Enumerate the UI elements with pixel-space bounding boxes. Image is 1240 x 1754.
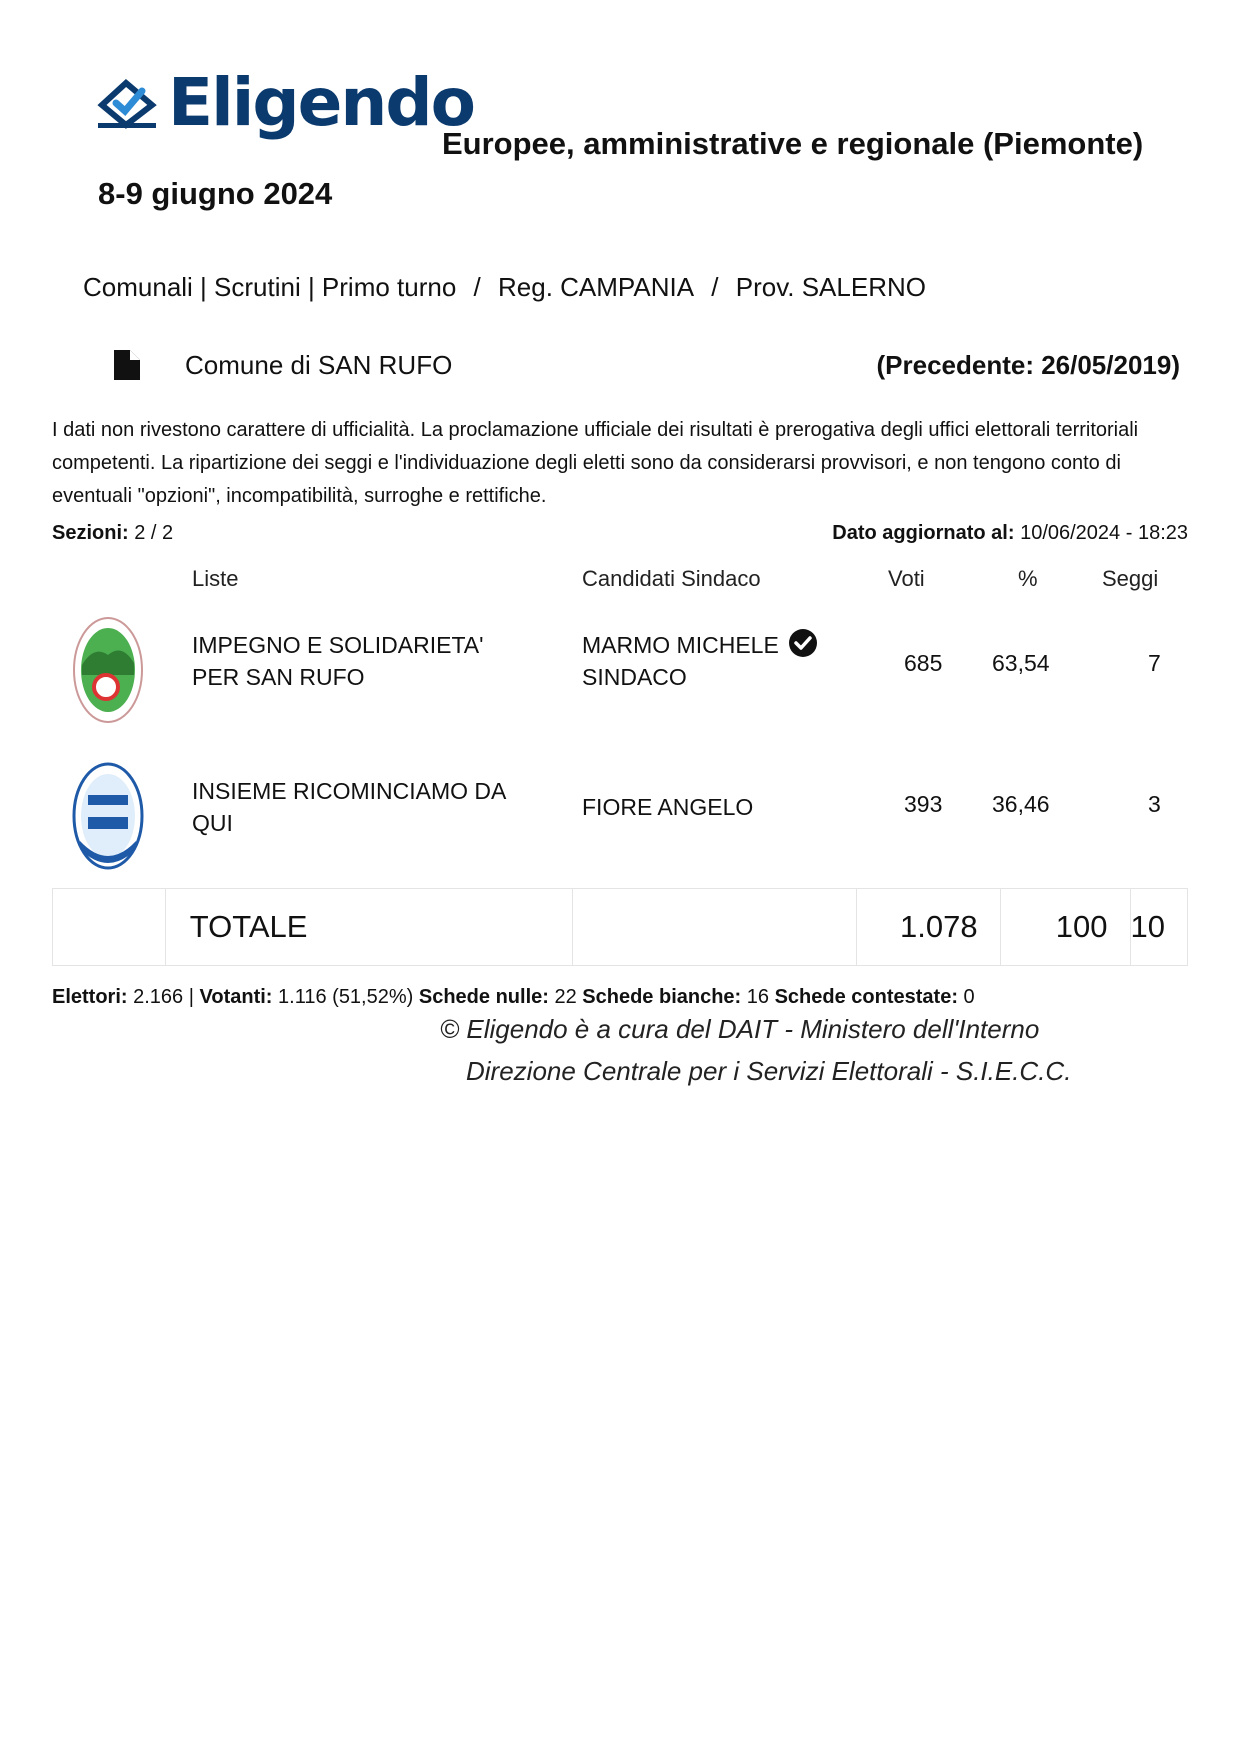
totale-empty-cell: [573, 889, 856, 966]
copyright-line2: Direzione Centrale per i Servizi Elettorali - S.I.E.C.C.: [466, 1056, 1072, 1086]
seggi-value: 7: [1148, 650, 1161, 676]
sezioni: [52, 522, 173, 545]
breadcrumb-province[interactable]: Prov. SALERNO: [735, 272, 926, 302]
header-voti: Voti: [888, 566, 925, 591]
list-name: INSIEME RICOMINCIAMO DA QUI: [192, 778, 506, 836]
copyright-line1: © Eligendo è a cura del DAIT - Ministero dell'Interno: [440, 1014, 1040, 1044]
footer-stats: [52, 986, 975, 1009]
candidate: [582, 629, 817, 693]
election-date: 8-9 giugno 2024: [98, 176, 333, 211]
nulle-label: Schede nulle:: [418, 986, 549, 1008]
totale-perc: 100: [1000, 889, 1130, 966]
breadcrumb-type[interactable]: Comunali | Scrutini | Primo turno: [83, 272, 457, 302]
totale-label: TOTALE: [165, 889, 573, 966]
totale-seggi: 10: [1130, 889, 1187, 966]
contestate-value: 0: [963, 986, 975, 1008]
elettori-value: 2.166: [133, 986, 184, 1008]
votanti-label: Votanti:: [199, 986, 273, 1008]
elettori-label: Elettori:: [52, 986, 128, 1008]
sezioni-label: Sezioni:: [52, 522, 129, 544]
disclaimer: I dati non rivestono carattere di ufficialità. La proclamazione ufficiale dei risultati è prerogativa degli uffici elettorali territoriali competenti. La ripartizione dei seggi e l'individuazione degli eletti sono da considerarsi provvisori, e non tengono conto di eventuali "opzioni", incompatibilità, surroghe e rettifiche.: [52, 419, 1139, 507]
breadcrumb: [83, 272, 936, 303]
aggiornato-value: 10/06/2024 - 18:23: [1020, 522, 1188, 544]
comune-name: Comune di SAN RUFO: [185, 350, 453, 380]
breadcrumb-separator: /: [473, 272, 481, 302]
candidate-name: FIORE ANGELO: [582, 794, 754, 820]
nulle-value: 22: [554, 986, 577, 1008]
seggi-value: 3: [1148, 791, 1161, 817]
totale-voti: 1.078: [856, 889, 1000, 966]
sezioni-value: 2 / 2: [134, 522, 174, 544]
comune-row: [110, 348, 1180, 388]
totale-row: [52, 888, 1188, 966]
ballot-check-icon: [96, 75, 162, 131]
header-candidati: Candidati Sindaco: [582, 566, 761, 591]
perc-value: 63,54: [992, 650, 1050, 676]
election-title: Europee, amministrative e regionale (Piemonte): [442, 126, 1144, 161]
table-row: [52, 605, 1188, 735]
header: [96, 64, 1196, 161]
totale-empty-cell: [53, 889, 166, 966]
perc-value: 36,46: [992, 791, 1050, 817]
voti-value: 685: [904, 650, 943, 676]
contestate-label: Schede contestate:: [774, 986, 958, 1008]
elected-check-icon: [789, 629, 817, 657]
party-emblem-icon: [72, 761, 144, 871]
breadcrumb-region[interactable]: Reg. CAMPANIA: [498, 272, 695, 302]
stats-separator: |: [188, 986, 194, 1008]
header-seggi: Seggi: [1102, 566, 1159, 591]
table-row: [52, 751, 1188, 881]
candidate: [582, 791, 753, 823]
candidate-title: SINDACO: [582, 664, 687, 690]
voti-value: 393: [904, 791, 943, 817]
list-name: IMPEGNO E SOLIDARIETA' PER SAN RUFO: [192, 632, 484, 690]
candidate-name: MARMO MICHELE: [582, 632, 779, 658]
logo-text: Eligendo: [168, 64, 474, 141]
votanti-value: 1.116 (51,52%): [278, 986, 414, 1008]
copyright: [440, 1008, 1071, 1092]
bianche-label: Schede bianche:: [582, 986, 742, 1008]
bianche-value: 16: [746, 986, 770, 1008]
precedente-date: (Precedente: 26/05/2019): [876, 350, 1180, 380]
document-icon[interactable]: [114, 350, 140, 380]
aggiornato: [832, 522, 1188, 545]
party-emblem-icon: [72, 615, 144, 725]
breadcrumb-separator: /: [711, 272, 719, 302]
header-perc: %: [1018, 566, 1038, 591]
eligendo-logo[interactable]: [96, 64, 474, 141]
header-liste: Liste: [192, 566, 239, 591]
aggiornato-label: Dato aggiornato al:: [832, 522, 1015, 544]
